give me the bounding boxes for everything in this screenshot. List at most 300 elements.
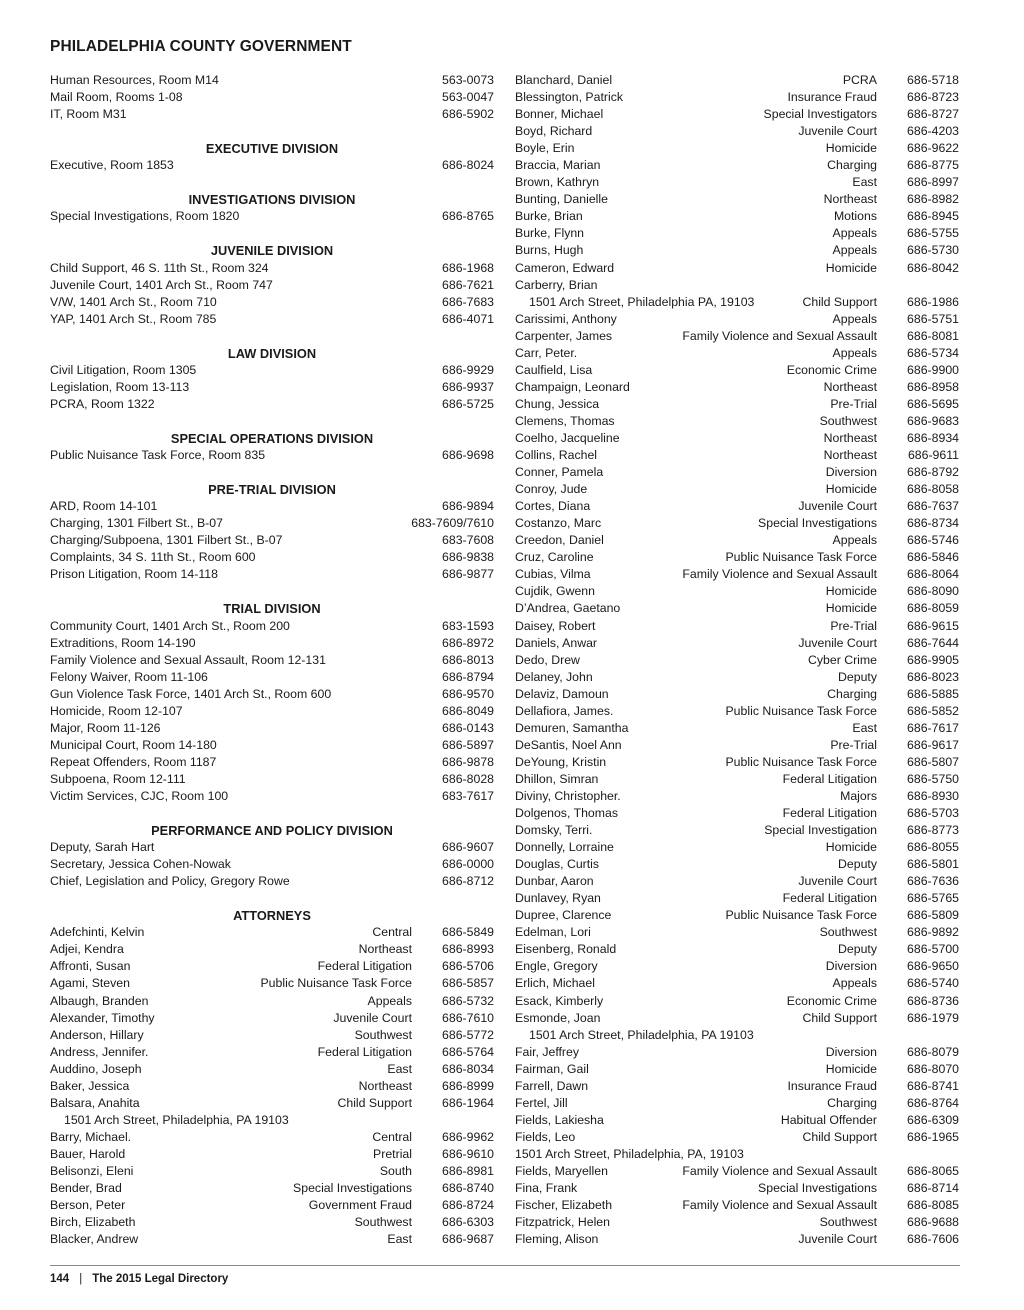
- attorney-main: [515, 72, 877, 89]
- entry-phone: 686-0143: [442, 720, 494, 735]
- attorney-unit: Family Violence and Sexual Assault: [682, 328, 877, 343]
- attorney-main: [515, 191, 877, 208]
- entry-label: Civil Litigation, Room 1305: [50, 362, 197, 377]
- attorney-phone: 686-5732: [442, 993, 494, 1008]
- attorney-name: Boyd, Richard: [515, 124, 593, 139]
- address-text: 1501 Arch Street, Philadelphia, PA 19103: [529, 1027, 754, 1042]
- attorney-name: Fina, Frank: [515, 1181, 578, 1196]
- attorney-name: Dellafiora, James.: [515, 703, 614, 718]
- attorney-phone: 686-5807: [907, 754, 959, 769]
- attorney-unit: Federal Litigation: [782, 771, 877, 786]
- attorney-name: Bender, Brad: [50, 1181, 122, 1196]
- attorney-phone: 686-8065: [907, 1164, 959, 1178]
- attorney-entry: [50, 1163, 494, 1180]
- entry-label: Legislation, Room 13-113: [50, 379, 190, 394]
- attorney-unit: Deputy: [838, 669, 877, 684]
- entry-label: Secretary, Jessica Cohen-Nowak: [50, 857, 231, 872]
- directory-entry: [50, 396, 494, 413]
- attorney-phone: 686-8042: [907, 260, 959, 275]
- attorney-name: Fairman, Gail: [515, 1061, 589, 1076]
- left-column: [50, 72, 494, 1248]
- attorney-unit: South: [379, 1164, 412, 1178]
- attorney-name: Dolgenos, Thomas: [515, 806, 618, 821]
- attorney-phone: 686-8930: [907, 788, 959, 803]
- attorney-phone: 686-8775: [907, 158, 959, 173]
- entry-label: Major, Room 11-126: [50, 720, 161, 735]
- attorney-entry: [515, 481, 959, 498]
- directory-entry: [50, 498, 494, 515]
- attorney-unit: Homicide: [825, 584, 877, 599]
- attorney-name: Dunbar, Aaron: [515, 874, 594, 889]
- attorney-entry: [515, 1197, 959, 1214]
- attorney-phone: 686-5765: [907, 891, 959, 906]
- attorney-name: Baker, Jessica: [50, 1078, 130, 1093]
- attorney-main: [50, 1010, 412, 1027]
- attorney-phone: 686-8081: [907, 328, 959, 343]
- attorney-main: [50, 924, 412, 941]
- page-footer: [50, 1273, 228, 1285]
- directory-entry: [50, 754, 494, 771]
- entry-phone: 686-7621: [442, 277, 494, 292]
- attorney-phone: 686-8792: [907, 465, 959, 480]
- section-heading-text: INVESTIGATIONS DIVISION: [188, 192, 356, 208]
- attorney-entry: [50, 1146, 494, 1163]
- attorney-entry: [515, 600, 959, 617]
- attorney-name: Erlich, Michael: [515, 976, 595, 991]
- attorney-entry: [515, 958, 959, 975]
- attorney-main: [515, 941, 877, 958]
- attorney-entry: [50, 1214, 494, 1231]
- attorney-name: Carr, Peter.: [515, 345, 578, 360]
- section-heading-text: LAW DIVISION: [227, 345, 317, 361]
- attorney-unit: Pretrial: [373, 1146, 412, 1161]
- attorney-entry: [50, 1095, 494, 1112]
- attorney-name: Adefchinti, Kelvin: [50, 925, 145, 940]
- attorney-unit: Special Investigation: [764, 823, 877, 838]
- attorney-phone: 686-7636: [907, 874, 959, 889]
- attorney-main: [515, 311, 877, 328]
- section-heading: [50, 583, 494, 617]
- attorney-phone: 686-8085: [907, 1198, 959, 1213]
- attorney-name: Fertel, Jill: [515, 1095, 568, 1110]
- attorney-phone: 686-5718: [907, 73, 959, 87]
- attorney-phone: 686-5703: [907, 806, 959, 821]
- attorney-phone: 686-9905: [907, 652, 959, 667]
- attorney-main: [515, 396, 877, 413]
- entry-phone: 683-7608: [442, 533, 494, 548]
- attorney-phone: 686-7617: [907, 720, 959, 735]
- entry-label: Extraditions, Room 14-190: [50, 635, 196, 650]
- attorney-name: Agami, Steven: [50, 976, 130, 991]
- attorney-entry: [515, 311, 959, 328]
- attorney-entry: [515, 822, 959, 839]
- attorney-unit: Charging: [827, 1095, 877, 1110]
- attorney-entry: [50, 1129, 494, 1146]
- attorney-unit: Special Investigations: [758, 1181, 877, 1196]
- attorney-unit: Appeals: [832, 533, 877, 548]
- attorney-name: Fitzpatrick, Helen: [515, 1215, 610, 1230]
- attorney-unit: Appeals: [832, 311, 877, 326]
- directory-entry: [50, 208, 494, 225]
- attorney-unit: Southwest: [354, 1027, 412, 1042]
- attorney-entry: [515, 328, 959, 345]
- attorney-unit: Child Support: [802, 1129, 877, 1144]
- attorney-entry: [515, 583, 959, 600]
- attorney-unit: PCRA: [842, 73, 877, 87]
- entry-label: Family Violence and Sexual Assault, Room 12-131: [50, 652, 326, 667]
- attorney-name: D’Andrea, Gaetano: [515, 601, 621, 616]
- attorney-name: Balsara, Anahita: [50, 1095, 140, 1110]
- entry-phone: 686-7683: [442, 294, 494, 309]
- attorney-entry: [515, 1180, 959, 1197]
- attorney-main: [50, 1044, 412, 1061]
- attorney-main: [515, 430, 877, 447]
- attorney-phone: 686-1979: [907, 1010, 959, 1025]
- entry-phone: 686-9894: [442, 499, 494, 514]
- attorney-name: Fleming, Alison: [515, 1232, 599, 1247]
- attorney-name: Blanchard, Daniel: [515, 73, 613, 87]
- attorney-main: [515, 618, 877, 635]
- attorney-entry: [50, 1010, 494, 1027]
- attorney-main: [515, 447, 877, 464]
- attorney-phone: 686-1986: [907, 294, 959, 309]
- attorney-entry: [50, 1061, 494, 1078]
- attorney-phone: 686-8740: [442, 1181, 494, 1196]
- attorney-phone: 686-5706: [442, 959, 494, 974]
- attorney-name: Engle, Gregory: [515, 959, 598, 974]
- attorney-phone: 686-8714: [907, 1181, 959, 1196]
- attorney-entry: [50, 1078, 494, 1095]
- attorney-name: Dupree, Clarence: [515, 908, 612, 923]
- attorney-entry: [515, 720, 959, 737]
- entry-phone: 686-5902: [442, 107, 494, 122]
- attorney-name: Eisenberg, Ronald: [515, 942, 617, 957]
- page-title: PHILADELPHIA COUNTY GOVERNMENT: [50, 38, 352, 55]
- entry-phone: 686-8712: [442, 874, 494, 889]
- attorney-phone: 686-8982: [907, 192, 959, 207]
- attorney-entry: [515, 396, 959, 413]
- attorney-name: Dunlavey, Ryan: [515, 891, 601, 906]
- section-heading-text: EXECUTIVE DIVISION: [205, 141, 339, 157]
- attorney-main: [515, 856, 877, 873]
- attorney-phone: 686-9617: [907, 737, 959, 752]
- entry-label: Felony Waiver, Room 11-106: [50, 669, 208, 684]
- attorney-phone: 686-9610: [442, 1146, 494, 1161]
- entry-label: YAP, 1401 Arch St., Room 785: [50, 311, 217, 326]
- attorney-unit: Child Support: [802, 1010, 877, 1025]
- section-heading: [50, 805, 494, 839]
- attorney-unit: Juvenile Court: [798, 1232, 877, 1247]
- attorney-main: [515, 242, 877, 259]
- directory-entry: [50, 515, 494, 532]
- attorney-name: Boyle, Erin: [515, 141, 575, 156]
- attorney-unit: Homicide: [825, 840, 877, 855]
- attorney-phone: 686-8741: [907, 1078, 959, 1093]
- attorney-phone: 686-8023: [907, 669, 959, 684]
- attorney-phone: 686-9650: [907, 959, 959, 974]
- attorney-name: Edelman, Lori: [515, 925, 591, 940]
- attorney-unit: Economic Crime: [786, 993, 877, 1008]
- attorney-main: [515, 481, 877, 498]
- attorney-main: [50, 1231, 412, 1248]
- attorney-unit: Charging: [827, 686, 877, 701]
- entry-label: Child Support, 46 S. 11th St., Room 324: [50, 260, 269, 275]
- attorney-main: [50, 1197, 412, 1214]
- entry-phone: 686-9570: [442, 686, 494, 701]
- attorney-unit: Special Investigations: [758, 516, 877, 531]
- attorney-main: [515, 1214, 877, 1231]
- attorney-entry: [50, 1231, 494, 1248]
- attorney-unit: Central: [372, 1129, 412, 1144]
- attorney-name: Diviny, Christopher.: [515, 788, 621, 803]
- attorney-name: Birch, Elizabeth: [50, 1215, 136, 1230]
- entry-label: Community Court, 1401 Arch St., Room 200: [50, 618, 290, 633]
- attorney-main: [515, 720, 877, 737]
- attorney-phone: 686-1965: [907, 1129, 959, 1144]
- attorney-entry: [515, 157, 959, 174]
- attorney-name: DeSantis, Noel Ann: [515, 737, 622, 752]
- attorney-unit: Pre-Trial: [830, 737, 877, 752]
- attorney-name: Braccia, Marian: [515, 158, 601, 173]
- attorney-main: [515, 907, 877, 924]
- attorney-main: [515, 788, 877, 805]
- entry-phone: 683-1593: [442, 618, 494, 633]
- attorney-unit: Homicide: [825, 260, 877, 275]
- attorney-entry: [515, 447, 959, 464]
- attorney-entry: [515, 686, 959, 703]
- attorney-unit: Federal Litigation: [782, 891, 877, 906]
- attorney-phone: 686-9683: [907, 413, 959, 428]
- entry-phone: 686-9937: [442, 379, 494, 394]
- attorney-main: [515, 635, 877, 652]
- attorney-name: Brown, Kathryn: [515, 175, 600, 190]
- attorney-phone: 686-5730: [907, 243, 959, 258]
- section-heading: [50, 413, 494, 447]
- attorney-entry: [515, 174, 959, 191]
- attorney-main: [515, 1197, 877, 1214]
- attorney-entry: [515, 1112, 959, 1129]
- entry-phone: 686-9838: [442, 550, 494, 565]
- directory-entry: [50, 311, 494, 328]
- attorney-entry: [515, 652, 959, 669]
- attorney-phone: 686-4203: [907, 124, 959, 139]
- attorney-name: Burke, Brian: [515, 209, 583, 224]
- attorney-main: [50, 1180, 412, 1197]
- entry-phone: 563-0073: [442, 73, 494, 87]
- attorney-entry: [515, 1010, 959, 1027]
- attorney-unit: Diversion: [825, 1044, 877, 1059]
- attorney-phone: 686-9611: [907, 448, 959, 463]
- attorney-unit: Special Investigations: [293, 1181, 412, 1196]
- attorney-entry: [515, 890, 959, 907]
- attorney-name: Carissimi, Anthony: [515, 311, 617, 326]
- attorney-main: [515, 873, 877, 890]
- entry-phone: 686-1968: [442, 260, 494, 275]
- directory-entry: [50, 635, 494, 652]
- entry-label: Executive, Room 1853: [50, 158, 174, 173]
- attorney-entry: [515, 106, 959, 123]
- attorney-unit: East: [852, 720, 877, 735]
- attorney-phone: 686-8734: [907, 516, 959, 531]
- attorney-entry: [515, 754, 959, 771]
- attorney-phone: 686-5885: [907, 686, 959, 701]
- attorney-unit: Insurance Fraud: [787, 90, 877, 105]
- attorney-phone: 686-5846: [907, 550, 959, 565]
- attorney-phone: 686-8724: [442, 1198, 494, 1213]
- entry-label: Subpoena, Room 12-111: [50, 771, 186, 786]
- attorney-unit: Diversion: [825, 465, 877, 480]
- entry-phone: 686-0000: [442, 857, 494, 872]
- attorney-entry: [515, 208, 959, 225]
- attorney-name: 1501 Arch Street, Philadelphia PA, 19103: [529, 294, 755, 309]
- attorney-phone: 686-8727: [907, 107, 959, 122]
- directory-entry: [50, 566, 494, 583]
- attorney-unit: Habitual Offender: [780, 1112, 877, 1127]
- attorney-main: [515, 106, 877, 123]
- attorney-main: [515, 669, 877, 686]
- attorney-main: [515, 805, 877, 822]
- attorney-main: [515, 379, 877, 396]
- directory-entry: [50, 260, 494, 277]
- section-heading: [50, 225, 494, 259]
- directory-entry: [50, 618, 494, 635]
- attorney-main: [50, 1129, 412, 1146]
- directory-entry: [50, 771, 494, 788]
- attorney-unit: East: [387, 1232, 412, 1247]
- attorney-unit: Homicide: [825, 601, 877, 616]
- attorney-main: [515, 1231, 877, 1248]
- directory-entry: [50, 362, 494, 379]
- entry-phone: 686-5897: [442, 737, 494, 752]
- attorney-name: Fields, Maryellen: [515, 1164, 608, 1178]
- attorney-main: [515, 1078, 877, 1095]
- attorney-unit: Family Violence and Sexual Assault: [682, 567, 877, 582]
- attorney-phone: 686-8723: [907, 90, 959, 105]
- attorney-name: Adjei, Kendra: [50, 942, 124, 957]
- attorney-entry: [515, 294, 959, 311]
- directory-entry: [50, 720, 494, 737]
- attorney-entry: [515, 856, 959, 873]
- section-heading-text: ATTORNEYS: [233, 908, 311, 924]
- entry-phone: 686-8765: [442, 209, 494, 224]
- entry-phone: 686-8972: [442, 635, 494, 650]
- attorney-phone: 686-9688: [907, 1215, 959, 1230]
- directory-entry: [50, 277, 494, 294]
- attorney-unit: Northeast: [823, 430, 877, 445]
- attorney-entry: [515, 260, 959, 277]
- attorney-entry: [515, 123, 959, 140]
- entry-phone: 686-9698: [442, 448, 494, 463]
- attorney-entry: [515, 89, 959, 106]
- directory-entry: [50, 873, 494, 890]
- attorney-phone: 686-7610: [442, 1010, 494, 1025]
- attorney-main: [515, 1129, 877, 1146]
- attorney-main: [515, 208, 877, 225]
- directory-entry: [50, 294, 494, 311]
- attorney-main: [515, 1044, 877, 1061]
- attorney-unit: Juvenile Court: [333, 1010, 412, 1025]
- attorney-name: Fields, Lakiesha: [515, 1112, 604, 1127]
- attorney-phone: 686-6303: [442, 1215, 494, 1230]
- attorney-unit: Southwest: [819, 925, 877, 940]
- attorney-phone: 686-9900: [907, 362, 959, 377]
- attorney-phone: 686-5695: [907, 396, 959, 411]
- entry-phone: 683-7609/7610: [411, 516, 494, 531]
- attorney-phone: 686-8981: [442, 1164, 494, 1178]
- attorney-phone: 686-5734: [907, 345, 959, 360]
- entry-label: Chief, Legislation and Policy, Gregory Rowe: [50, 874, 290, 889]
- attorney-name: Cameron, Edward: [515, 260, 615, 275]
- attorney-phone: 686-5700: [907, 942, 959, 957]
- attorney-main: [515, 600, 877, 617]
- attorney-unit: Northeast: [358, 942, 412, 957]
- entry-phone: 686-9878: [442, 754, 494, 769]
- attorney-phone: 686-8958: [907, 379, 959, 394]
- attorney-name: Carberry, Brian: [515, 277, 598, 292]
- attorney-main: [515, 583, 877, 600]
- entry-phone: 686-8024: [442, 158, 494, 173]
- attorney-name: 1501 Arch Street, Philadelphia, PA, 19103: [515, 1146, 744, 1161]
- right-column: [515, 72, 959, 1248]
- attorney-name: Donnelly, Lorraine: [515, 840, 614, 855]
- attorney-main: [515, 975, 877, 992]
- attorney-phone: 686-8999: [442, 1078, 494, 1093]
- attorney-name: Esack, Kimberly: [515, 993, 604, 1008]
- entry-label: ARD, Room 14-101: [50, 499, 158, 514]
- attorney-name: Blacker, Andrew: [50, 1232, 139, 1247]
- attorney-name-line: [515, 1146, 959, 1163]
- attorney-phone: 686-1964: [442, 1095, 494, 1110]
- attorney-entry: [515, 242, 959, 259]
- attorney-phone: 686-5857: [442, 976, 494, 991]
- entry-phone: 686-8049: [442, 703, 494, 718]
- attorney-phone: 686-5751: [907, 311, 959, 326]
- attorney-entry: [515, 430, 959, 447]
- attorney-phone: 686-8997: [907, 175, 959, 190]
- attorney-main: [515, 839, 877, 856]
- attorney-main: [515, 771, 877, 788]
- attorney-phone: 686-7644: [907, 635, 959, 650]
- attorney-entry: [515, 771, 959, 788]
- attorney-phone: 686-5740: [907, 976, 959, 991]
- attorney-unit: Appeals: [832, 345, 877, 360]
- attorney-entry: [515, 1044, 959, 1061]
- attorney-entry: [515, 72, 959, 89]
- attorney-name: Delaney, John: [515, 669, 593, 684]
- attorney-phone: 686-5772: [442, 1027, 494, 1042]
- entry-label: Deputy, Sarah Hart: [50, 840, 155, 855]
- attorney-main: [515, 703, 877, 720]
- attorney-name: Douglas, Curtis: [515, 857, 600, 872]
- attorney-name: Bunting, Danielle: [515, 192, 608, 207]
- attorney-entry: [515, 1129, 959, 1146]
- entry-phone: 686-5725: [442, 396, 494, 411]
- attorney-main: [515, 1010, 877, 1027]
- directory-entry: [50, 72, 494, 89]
- attorney-unit: Pre-Trial: [830, 396, 877, 411]
- entry-label: PCRA, Room 1322: [50, 396, 155, 411]
- attorney-main: [515, 413, 877, 430]
- attorney-name: Esmonde, Joan: [515, 1010, 601, 1025]
- entry-label: Juvenile Court, 1401 Arch St., Room 747: [50, 277, 273, 292]
- attorney-name: Farrell, Dawn: [515, 1078, 589, 1093]
- attorney-name: Alexander, Timothy: [50, 1010, 155, 1025]
- directory-entry: [50, 89, 494, 106]
- attorney-main: [515, 515, 877, 532]
- attorney-unit: Appeals: [832, 243, 877, 258]
- attorney-entry: [515, 532, 959, 549]
- attorney-entry: [50, 1027, 494, 1044]
